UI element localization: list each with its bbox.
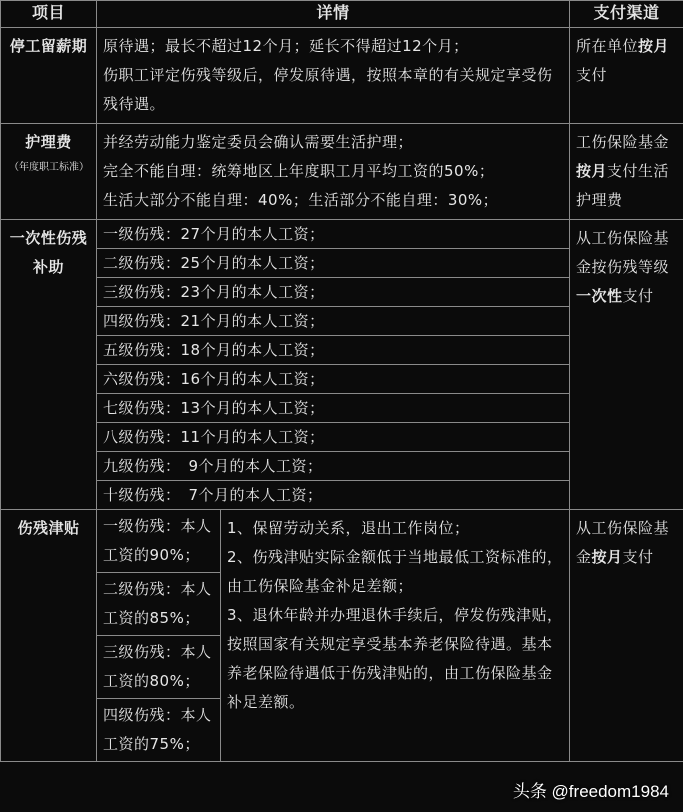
channel-bold: 按月: [576, 162, 608, 180]
grade-line: 四级伤残：本人工资的75%；: [97, 698, 220, 761]
channel-text: 支付: [622, 287, 654, 305]
detail-line: 并经劳动能力鉴定委员会确认需要生活护理；: [103, 133, 414, 151]
grade-line: 五级伤残：18个月的本人工资；: [97, 335, 569, 364]
channel-text: 支付: [622, 548, 654, 566]
note-line: 1、保留劳动关系，退出工作岗位；: [227, 519, 470, 537]
grade-line: 八级伤残：11个月的本人工资；: [97, 422, 569, 451]
row-nursing: [1, 124, 683, 220]
grade-line: 十级伤残： 7个月的本人工资；: [97, 480, 569, 509]
channel-bold: 按月: [638, 37, 670, 55]
grade-line: 三级伤残：本人工资的80%；: [97, 635, 220, 698]
channel-allowance: [570, 510, 683, 762]
channel-text: 支付生活护理费: [576, 162, 670, 209]
channel-bold: 按月: [591, 548, 623, 566]
grade-line: 二级伤残：本人工资的85%；: [97, 572, 220, 635]
channel-bold: 一次性: [576, 287, 623, 305]
row-suspension: [1, 28, 683, 124]
channel-text: 支付: [576, 66, 608, 84]
channel-lump-sum: [570, 220, 683, 510]
detail-line: 伤职工评定伤残等级后，停发原待遇，按照本章的有关规定享受伤残待遇。: [103, 66, 553, 113]
grade-line: 七级伤残：13个月的本人工资；: [97, 393, 569, 422]
row-allowance: [1, 510, 683, 762]
item-allowance: 伤残津贴: [1, 510, 97, 762]
watermark: 头条 @freedom1984: [512, 782, 669, 801]
item-label: 护理费: [25, 133, 72, 151]
grade-line: 一级伤残：27个月的本人工资；: [103, 225, 325, 243]
header-detail: 详情: [97, 1, 570, 28]
detail-line: 生活大部分不能自理：40%；生活部分不能自理：30%；: [103, 191, 499, 209]
detail-nursing: [97, 124, 570, 220]
allowance-notes: [221, 510, 570, 762]
detail-lump-sum: [97, 220, 570, 510]
grade-line: 三级伤残：23个月的本人工资；: [97, 277, 569, 306]
channel-text: 从工伤保险基金: [576, 519, 670, 566]
grade-line: 一级伤残：本人工资的90%；: [103, 517, 212, 564]
header-row: [1, 1, 683, 28]
channel-text: 所在单位: [576, 37, 639, 55]
channel-nursing: [570, 124, 683, 220]
detail-line: 完全不能自理：统筹地区上年度职工月平均工资的50%；: [103, 162, 495, 180]
row-lump-sum: [1, 220, 683, 510]
header-item: 项目: [1, 1, 97, 28]
detail-line: 原待遇；最长不超过12个月；延长不得超过12个月；: [103, 37, 469, 55]
detail-suspension: [97, 28, 570, 124]
item-note: （年度职工标准）: [9, 162, 89, 173]
grade-line: 四级伤残：21个月的本人工资；: [97, 306, 569, 335]
channel-text: 工伤保险基金: [576, 133, 670, 151]
note-line: 2、伤残津贴实际金额低于当地最低工资标准的，由工伤保险基金补足差额；: [227, 548, 563, 595]
channel-suspension: [570, 28, 683, 124]
grade-line: 九级伤残： 9个月的本人工资；: [97, 451, 569, 480]
item-nursing: [1, 124, 97, 220]
header-channel: 支付渠道: [570, 1, 683, 28]
grade-line: 二级伤残：25个月的本人工资；: [97, 248, 569, 277]
channel-text: 从工伤保险基金按伤残等级: [576, 229, 670, 276]
note-line: 3、退休年龄并办理退休手续后，停发伤残津贴，按照国家有关规定享受基本养老保险待遇。基本养老保险待遇低于伤残津贴的，由工伤保险基金补足差额。: [227, 606, 563, 711]
allowance-grades: [97, 510, 221, 762]
grade-line: 六级伤残：16个月的本人工资；: [97, 364, 569, 393]
item-suspension: 停工留薪期: [1, 28, 97, 124]
item-lump-sum: 一次性伤残补助: [1, 220, 97, 510]
